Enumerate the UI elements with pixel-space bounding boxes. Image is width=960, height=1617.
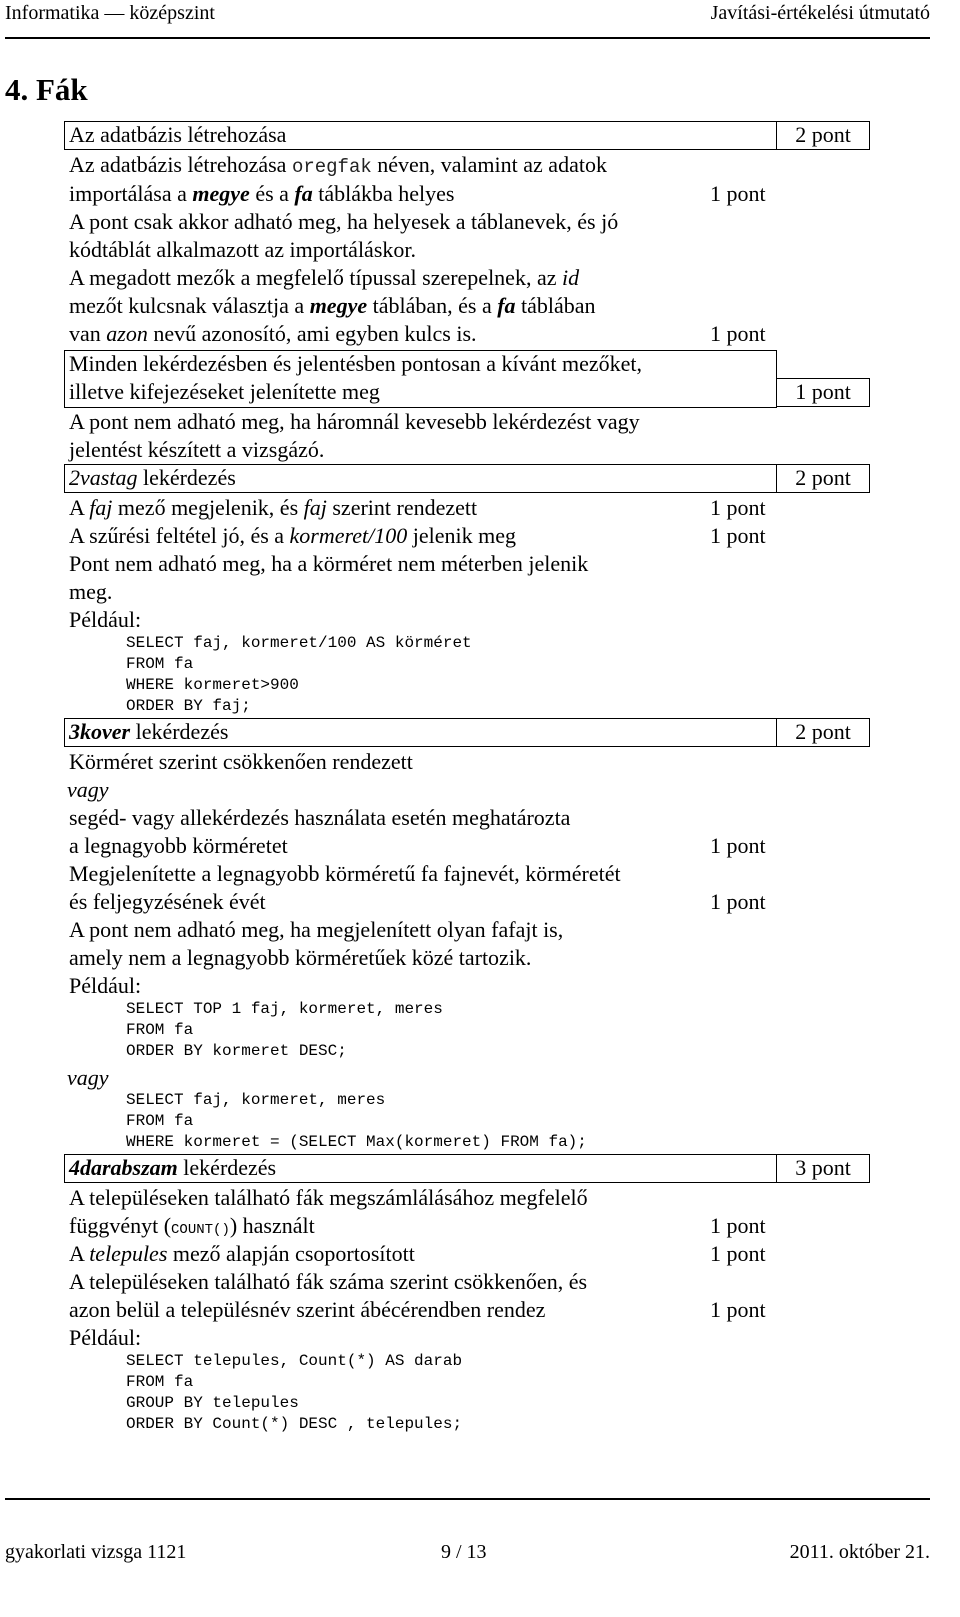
s5-line2: függvényt (COUNT()) használt <box>69 1213 315 1238</box>
s5-code-2: FROM fa <box>126 1373 194 1391</box>
footer-rule <box>5 1498 930 1500</box>
s4-line3: a legnagyobb körméretet <box>69 833 288 858</box>
s3-code-2: FROM fa <box>126 655 194 673</box>
section1-heading: Az adatbázis létrehozása <box>69 122 287 147</box>
s4-code2-3: WHERE kormeret = (SELECT Max(kormeret) FROM fa); <box>126 1133 587 1151</box>
s5-line4: A településeken található fák száma szerint csökkenően, és <box>69 1269 588 1294</box>
s4-code2-2: FROM fa <box>126 1112 194 1130</box>
s5-line5-point: 1 pont <box>710 1297 766 1322</box>
s4-vagy2: vagy <box>67 1065 109 1090</box>
s1-line3: A pont csak akkor adható meg, ha helyesek a táblanevek, és jó <box>69 209 619 234</box>
s3-line1-point: 1 pont <box>710 495 766 520</box>
header-right: Javítási-értékelési útmutató <box>710 2 930 24</box>
s3-example-label: Például: <box>69 607 142 632</box>
footer-left: gyakorlati vizsga 1121 <box>5 1541 187 1563</box>
s1-line4: kódtáblát alkalmazott az importáláskor. <box>69 237 416 262</box>
s1-line7-point: 1 pont <box>710 321 766 346</box>
section3-score: 2 pont <box>776 464 870 493</box>
s2-line2: illetve kifejezéseket jelenítette meg <box>69 379 380 404</box>
s5-example-label: Például: <box>69 1325 142 1350</box>
s5-code-4: ORDER BY Count(*) DESC , telepules; <box>126 1415 463 1433</box>
section4-heading: 3kover lekérdezés <box>69 719 229 744</box>
s3-code-4: ORDER BY faj; <box>126 697 251 715</box>
s4-code1-3: ORDER BY kormeret DESC; <box>126 1042 347 1060</box>
page-title: 4. Fák <box>5 72 88 107</box>
s4-line3-point: 1 pont <box>710 833 766 858</box>
s4-example-label: Például: <box>69 973 142 998</box>
s5-line2-point: 1 pont <box>710 1213 766 1238</box>
s1-line6: mezőt kulcsnak választja a megye táblában, és a fa táblában <box>69 293 596 318</box>
s1-line5: A megadott mezők a megfelelő típussal szerepelnek, az id <box>69 265 580 290</box>
header-left: Informatika — középszint <box>5 2 215 24</box>
s3-line2-point: 1 pont <box>710 523 766 548</box>
s5-line5: azon belül a településnév szerint ábécérendben rendez <box>69 1297 546 1322</box>
s4-line4: Megjelenítette a legnagyobb körméretű fa fajnevét, körméretét <box>69 861 621 886</box>
s4-line7: amely nem a legnagyobb körméretűek közé tartozik. <box>69 945 532 970</box>
s4-code1-2: FROM fa <box>126 1021 194 1039</box>
s5-line3: A telepules mező alapján csoportosított <box>69 1241 415 1266</box>
s3-code-1: SELECT faj, kormeret/100 AS körméret <box>126 634 472 652</box>
header-rule <box>5 37 930 39</box>
s3-line1: A faj mező megjelenik, és faj szerint rendezett <box>69 495 478 520</box>
s2-line1: Minden lekérdezésben és jelentésben pontosan a kívánt mezőket, <box>69 351 643 376</box>
section5-score: 3 pont <box>776 1154 870 1183</box>
s3-code-3: WHERE kormeret>900 <box>126 676 299 694</box>
section2-score: 1 pont <box>776 378 870 407</box>
s5-code-3: GROUP BY telepules <box>126 1394 299 1412</box>
section3-heading: 2vastag lekérdezés <box>69 465 236 490</box>
s4-line6: A pont nem adható meg, ha megjelenített olyan fafajt is, <box>69 917 564 942</box>
s4-line1: Körméret szerint csökkenően rendezett <box>69 749 413 774</box>
s1-line2-point: 1 pont <box>710 181 766 206</box>
section4-score: 2 pont <box>776 718 870 747</box>
s4-code2-1: SELECT faj, kormeret, meres <box>126 1091 386 1109</box>
s3-line2: A szűrési feltétel jó, és a kormeret/100 jelenik meg <box>69 523 517 548</box>
s5-line1: A településeken található fák megszámlálásához megfelelő <box>69 1185 588 1210</box>
s2-line4: jelentést készített a vizsgázó. <box>69 437 325 462</box>
s5-code-1: SELECT telepules, Count(*) AS darab <box>126 1352 463 1370</box>
s4-line5: és feljegyzésének évét <box>69 889 266 914</box>
s3-line4: meg. <box>69 579 113 604</box>
section5-heading: 4darabszam lekérdezés <box>69 1155 277 1180</box>
s4-vagy: vagy <box>67 777 109 802</box>
footer-date: 2011. október 21. <box>789 1541 930 1563</box>
s4-line2: segéd- vagy allekérdezés használata esetén meghatározta <box>69 805 571 830</box>
s1-line2: importálása a megye és a fa táblákba helyes <box>69 181 455 206</box>
s3-line3: Pont nem adható meg, ha a körméret nem méterben jelenik <box>69 551 589 576</box>
s1-line1: Az adatbázis létrehozása oregfak néven, valamint az adatok <box>69 152 607 178</box>
s1-line7: van azon nevű azonosító, ami egyben kulcs is. <box>69 321 477 346</box>
s4-code1-1: SELECT TOP 1 faj, kormeret, meres <box>126 1000 443 1018</box>
section1-score: 2 pont <box>776 121 870 150</box>
s5-line3-point: 1 pont <box>710 1241 766 1266</box>
footer-page-number: 9 / 13 <box>441 1541 487 1563</box>
s4-line5-point: 1 pont <box>710 889 766 914</box>
s2-line3: A pont nem adható meg, ha háromnál kevesebb lekérdezést vagy <box>69 409 640 434</box>
